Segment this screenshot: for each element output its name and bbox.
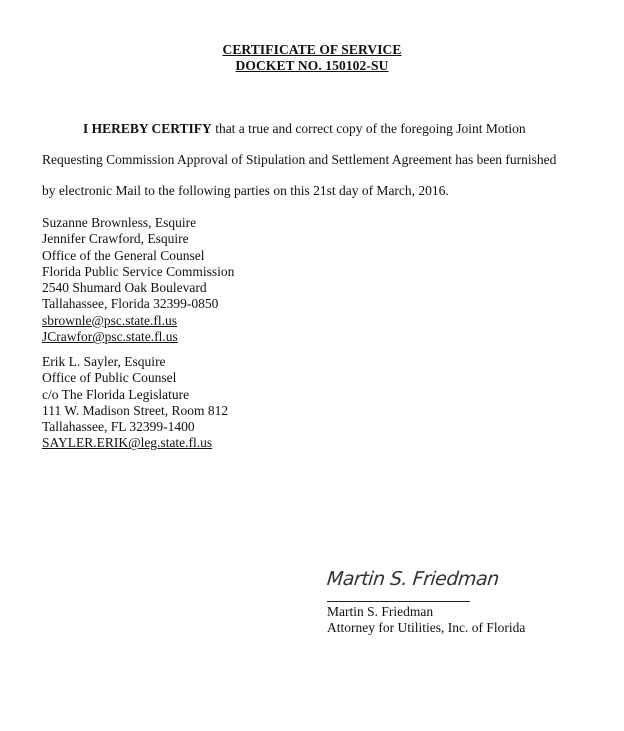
address-line: Jennifer Crawford, Esquire bbox=[42, 231, 189, 247]
signature-block bbox=[327, 604, 525, 637]
service-address-opc bbox=[42, 354, 228, 452]
address-line: Erik L. Sayler, Esquire bbox=[42, 354, 166, 369]
signer-name: Martin S. Friedman bbox=[327, 604, 434, 619]
certification-line-3: by electronic Mail to the following parties on this 21st day of March, 2016. bbox=[42, 183, 449, 198]
email-link[interactable]: JCrawfor@psc.state.fl.us bbox=[42, 329, 178, 345]
email-link[interactable]: SAYLER.ERIK@leg.state.fl.us bbox=[42, 435, 213, 451]
service-address-psc bbox=[42, 215, 234, 345]
certificate-title: CERTIFICATE OF SERVICE bbox=[222, 42, 402, 57]
address-line: Office of the General Counsel bbox=[42, 247, 205, 263]
address-line: 2540 Shumard Oak Boulevard bbox=[42, 280, 207, 296]
address-line: Florida Public Service Commission bbox=[42, 263, 235, 279]
address-line: 111 W. Madison Street, Room 812 bbox=[42, 402, 229, 418]
address-line: Tallahassee, FL 32399-1400 bbox=[42, 419, 195, 435]
handwritten-signature: Martin S. Friedman bbox=[325, 568, 500, 590]
address-line: Suzanne Brownless, Esquire bbox=[42, 215, 197, 230]
certification-line-2: Requesting Commission Approval of Stipulation and Settlement Agreement has been furnished bbox=[42, 152, 557, 167]
address-line: Office of Public Counsel bbox=[42, 370, 177, 386]
certify-rest: that a true and correct copy of the foregoing Joint Motion bbox=[211, 121, 526, 136]
certification-line-1 bbox=[83, 121, 526, 137]
signature-rule bbox=[327, 601, 470, 602]
address-line: c/o The Florida Legislature bbox=[42, 386, 190, 402]
docket-number: DOCKET NO. 150102-SU bbox=[235, 58, 389, 73]
certify-lead: I HEREBY CERTIFY bbox=[83, 121, 212, 136]
address-line: Tallahassee, Florida 32399-0850 bbox=[42, 296, 219, 312]
email-link[interactable]: sbrownle@psc.state.fl.us bbox=[42, 312, 178, 328]
signer-title: Attorney for Utilities, Inc. of Florida bbox=[327, 620, 526, 636]
